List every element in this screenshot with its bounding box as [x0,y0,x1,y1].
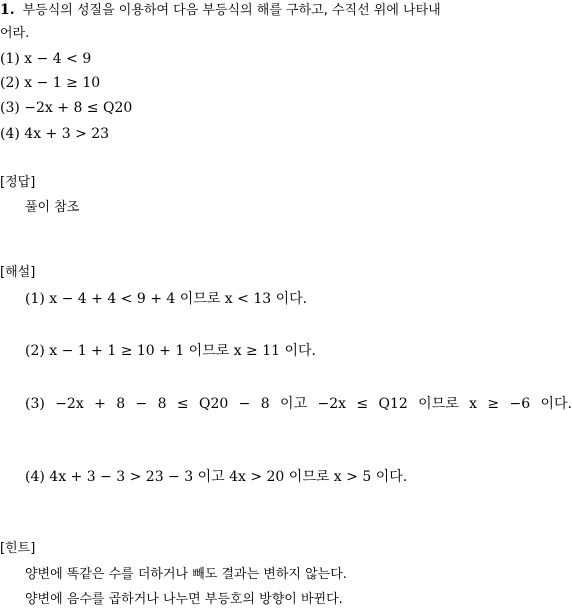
solution-step-4: (4) 4x + 3 − 3 > 23 − 3 이고 4x > 20 이므로 x > 5 이다. [25,469,408,485]
problem-number: 1. [0,2,15,18]
problem-stem-line1 [0,0,441,21]
solution-step-2: (2) x − 1 + 1 ≥ 10 + 1 이므로 x ≥ 11 이다. [25,343,316,359]
hint-heading: [힌트] [0,541,36,556]
problem-stem-text: 부등식의 성질을 이용하여 다음 부등식의 해를 구하고, 수직선 위에 나타내 [22,3,441,18]
hint-line-1: 양변에 똑같은 수를 더하거나 빼도 결과는 변하지 않는다. [25,567,347,582]
answer-text: 풀이 참조 [25,200,80,215]
solution-step-3-text: (3) −2x + 8 − 8 ≤ Q20 − 8 이고 −2x ≤ Q12 이므로 x ≥ −6 이다. [25,396,572,412]
solution-heading: [해설] [0,265,36,280]
problem-item-2: (2) x − 1 ≥ 10 [0,75,101,91]
solution-step-1: (1) x − 4 + 4 < 9 + 4 이므로 x < 13 이다. [25,291,308,307]
problem-item-1: (1) x − 4 < 9 [0,51,92,67]
problem-item-3: (3) −2x + 8 ≤ Q20 [0,100,133,116]
answer-heading: [정답] [0,175,36,190]
solution-step-3 [25,394,572,414]
problem-stem-line2: 어라. [0,26,30,41]
hint-line-2: 양변에 음수를 곱하거나 나누면 부등호의 방향이 바뀐다. [25,592,343,607]
problem-item-4: (4) 4x + 3 > 23 [0,126,110,142]
